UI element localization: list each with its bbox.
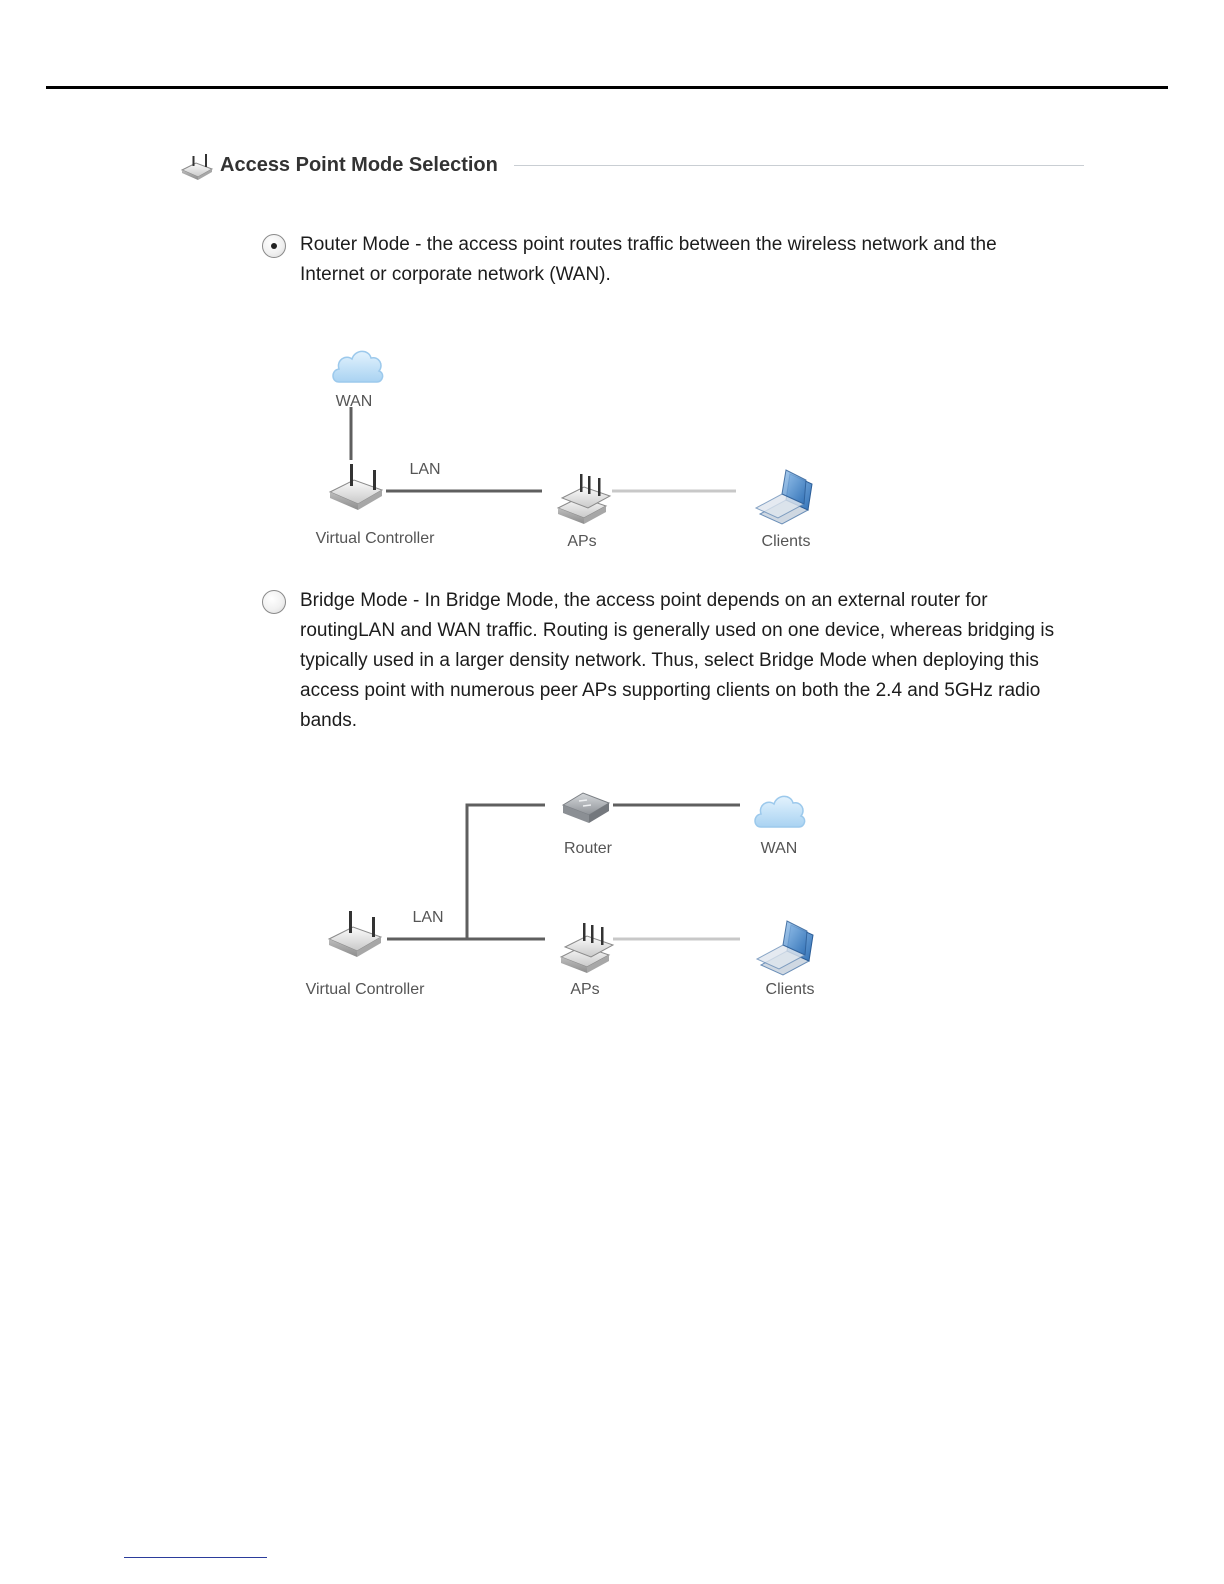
router-label: Router <box>563 840 613 857</box>
clients-icon <box>756 470 812 524</box>
virtual-controller-label: Virtual Controller <box>305 981 425 998</box>
router-mode-option[interactable] <box>262 230 1062 290</box>
virtual-controller-label: Virtual Controller <box>315 530 435 547</box>
router-mode-diagram <box>300 330 840 555</box>
top-rule <box>46 86 1168 89</box>
section-title: Access Point Mode Selection <box>220 153 498 176</box>
clients-label: Clients <box>761 533 811 550</box>
wan-label: WAN <box>335 393 373 410</box>
section-header <box>180 148 1084 182</box>
virtual-controller-icon <box>330 464 382 510</box>
aps-label: APs <box>567 533 597 550</box>
aps-label: APs <box>570 981 600 998</box>
aps-icon <box>558 474 610 524</box>
bridge-mode-diagram <box>295 775 855 1005</box>
access-point-icon <box>180 148 214 182</box>
bridge-mode-option[interactable] <box>262 586 1062 736</box>
section-divider <box>514 165 1084 166</box>
wan-cloud-icon <box>755 796 805 827</box>
footer-link-underline[interactable] <box>124 1557 267 1558</box>
clients-label: Clients <box>765 981 815 998</box>
bridge-mode-description: Bridge Mode - In Bridge Mode, the access point depends on an external router for routingLAN and WAN traffic. Routing is generally used on one device, whereas bridging is typically used in a larger density network. Thus, select Bridge Mode when deploying this access point with numerous peer APs supporting clients on both the 2.4 and 5GHz radio bands. <box>300 590 1055 731</box>
router-mode-radio[interactable] <box>262 234 286 258</box>
bridge-mode-radio[interactable] <box>262 590 286 614</box>
wan-label: WAN <box>760 840 798 857</box>
lan-label: LAN <box>409 461 441 478</box>
router-icon <box>563 793 609 823</box>
virtual-controller-icon <box>329 911 381 957</box>
router-link <box>467 805 545 939</box>
clients-icon <box>757 921 813 975</box>
router-mode-description: Router Mode - the access point routes traffic between the wireless network and the Internet or corporate network (WAN). <box>300 234 997 285</box>
aps-icon <box>561 923 613 973</box>
lan-label: LAN <box>412 909 444 926</box>
wan-cloud-icon <box>333 351 383 382</box>
